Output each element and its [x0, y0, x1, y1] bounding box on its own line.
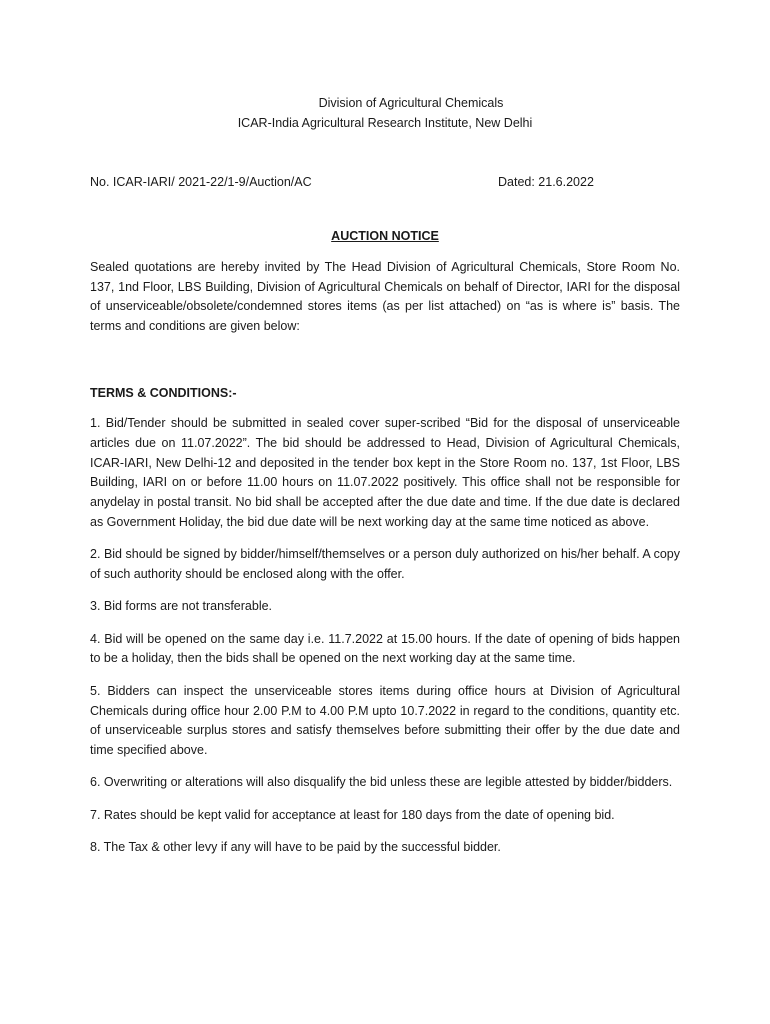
- term-item: 8. The Tax & other levy if any will have to be paid by the successful bidder.: [90, 840, 501, 855]
- notice-title: AUCTION NOTICE: [331, 229, 439, 243]
- term-item: 4. Bid will be opened on the same day i.e. 11.7.2022 at 15.00 hours. If the date of opening of bids happen to be a holiday, then the bids shall be opened on the next working day at the same time.: [90, 631, 680, 666]
- term-item: 2. Bid should be signed by bidder/himself/themselves or a person duly authorized on his/her behalf. A copy of such authority should be enclosed along with the offer.: [90, 547, 680, 582]
- term-item: 5. Bidders can inspect the unserviceable stores items during office hours at Division of Agricultural Chemicals during office hour 2.00 P.M to 4.00 P.M upto 10.7.2022 in regard to the conditions, quantity etc. of unserviceable surplus stores and satisfy themselves before submitting their offer by the due date and time specified above.: [90, 683, 680, 758]
- reference-number: No. ICAR-IARI/ 2021-22/1-9/Auction/AC: [90, 175, 312, 189]
- letterhead: [0, 93, 770, 133]
- terms-list: [90, 414, 680, 870]
- term-item: 6. Overwriting or alterations will also disqualify the bid unless these are legible attested by bidder/bidders.: [90, 775, 673, 790]
- term-item: 1. Bid/Tender should be submitted in sealed cover super-scribed “Bid for the disposal of unserviceable articles due on 11.07.2022”. The bid should be addressed to Head, Division of Agricultural Chemicals, ICAR-IARI, New Delhi-12 and deposited in the tender box kept in the Store Room no. 137, 1st Floor, LBS Building, IARI on or before 11.00 hours on 11.07.2022 positively. This office shall not be responsible for anydelay in postal transit. No bid shall be accepted after the due date and time. If the due date is declared as Government Holiday, the bid due date will be next working day at the same time noticed as above.: [90, 416, 680, 529]
- notice-intro-paragraph: Sealed quotations are hereby invited by The Head Division of Agricultural Chemicals, Store Room No. 137, 1nd Floor, LBS Building, Division of Agricultural Chemicals on behalf of Director, IARI for the disposal of unserviceable/obsolete/condemned stores items (as per list attached) on “as is where is” basis. The terms and conditions are given below:: [90, 260, 680, 333]
- term-item: 3. Bid forms are not transferable.: [90, 599, 273, 614]
- terms-heading: TERMS & CONDITIONS:-: [90, 386, 237, 400]
- institute-name: ICAR-India Agricultural Research Institute, New Delhi: [237, 116, 533, 130]
- term-item: 7. Rates should be kept valid for acceptance at least for 180 days from the date of opening bid.: [90, 807, 615, 822]
- division-name: Division of Agricultural Chemicals: [318, 96, 504, 110]
- reference-date: Dated: 21.6.2022: [498, 175, 594, 189]
